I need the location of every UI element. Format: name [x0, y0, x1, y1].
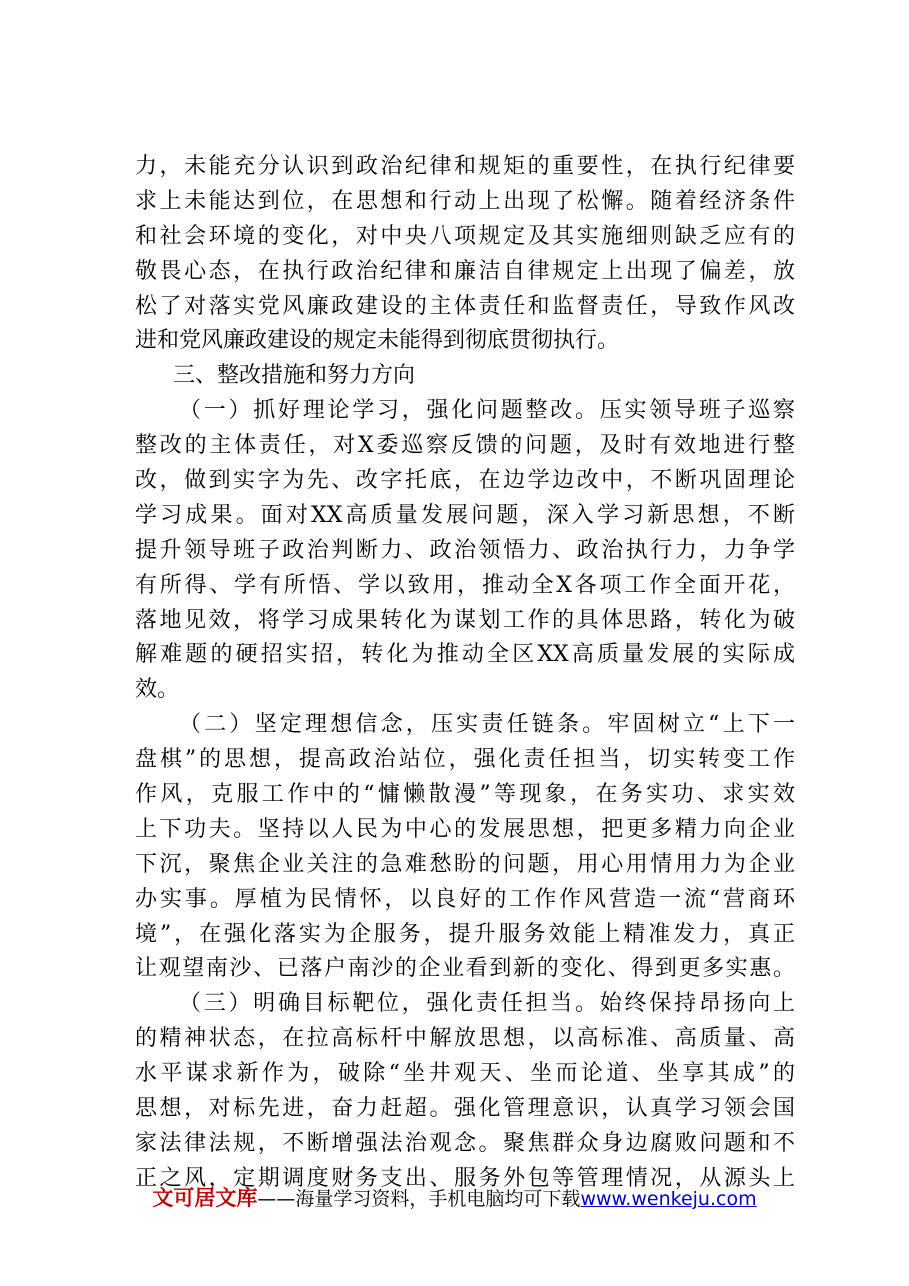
text-line: 盘棋”的思想，提高政治站位，强化责任担当，切实转变工作	[135, 747, 795, 773]
footer-brand: 文可居文库	[152, 1186, 258, 1210]
text-line: 提升领导班子政治判断力、政治领悟力、政治执行力，力争学	[135, 537, 795, 563]
text-line: 有所得、学有所悟、学以致用，推动全X各项工作全面开花，	[135, 572, 795, 598]
footer-tagline: ——海量学习资料，手机电脑均可下载	[257, 1188, 581, 1210]
footer-site-link[interactable]: www.wenkeju.com	[580, 1188, 757, 1210]
text-line: 思想，对标先进，奋力赶超。强化管理意识，认真学习领会国	[135, 1096, 795, 1122]
text-line: 家法律法规，不断增强法治观念。聚焦群众身边腐败问题和不	[135, 1130, 795, 1156]
text-line: 下沉，聚焦企业关注的急难愁盼的问题，用心用情用力为企业	[135, 851, 795, 877]
paragraph-first-line: （三）明确目标靶位，强化责任担当。始终保持昂扬向上	[179, 991, 795, 1017]
paragraph-first-line: （二）坚定理想信念，压实责任链条。牢固树立“上下一	[179, 712, 795, 738]
text-line: 和社会环境的变化，对中央八项规定及其实施细则缺乏应有的	[135, 223, 795, 249]
paragraph-first-line: （一）抓好理论学习，强化问题整改。压实领导班子巡察	[179, 398, 795, 424]
text-line: 求上未能达到位，在思想和行动上出现了松懈。随着经济条件	[135, 188, 795, 214]
footer-banner	[0, 1182, 909, 1212]
text-line: 办实事。厚植为民情怀，以良好的工作作风营造一流“营商环	[135, 886, 795, 912]
text-line: 敬畏心态，在执行政治纪律和廉洁自律规定上出现了偏差，放	[135, 258, 795, 284]
text-line: 让观望南沙、已落户南沙的企业看到新的变化、得到更多实惠。	[135, 956, 795, 982]
text-line: 整改的主体责任，对X委巡察反馈的问题，及时有效地进行整	[135, 433, 795, 459]
text-line: 力，未能充分认识到政治纪律和规矩的重要性，在执行纪律要	[135, 154, 795, 179]
text-line: 进和党风廉政建设的规定未能得到彻底贯彻执行。	[135, 328, 620, 354]
text-line: 水平谋求新作为，破除“坐井观天、坐而论道、坐享其成”的	[135, 1061, 795, 1087]
text-line: 境”，在强化落实为企服务，提升服务效能上精准发力，真正	[135, 921, 795, 947]
text-line: 效。	[135, 677, 180, 703]
text-line: 正之风，定期调度财务支出、服务外包等管理情况，从源头上	[135, 1165, 795, 1191]
document-body	[135, 150, 795, 1197]
text-line: 作风，克服工作中的“慵懒散漫”等现象，在务实功、求实效	[135, 782, 795, 808]
section-heading: 三、整改措施和努力方向	[173, 363, 416, 389]
text-line: 解难题的硬招实招，转化为推动全区XX高质量发展的实际成	[135, 642, 795, 668]
text-line: 学习成果。面对XX高质量发展问题，深入学习新思想，不断	[135, 502, 795, 528]
text-line: 的精神状态，在拉高标杆中解放思想，以高标准、高质量、高	[135, 1026, 795, 1052]
text-line: 改，做到实字为先、改字托底，在边学边改中，不断巩固理论	[135, 468, 795, 494]
text-line: 落地见效，将学习成果转化为谋划工作的具体思路，转化为破	[135, 607, 795, 633]
text-line: 松了对落实党风廉政建设的主体责任和监督责任，导致作风改	[135, 293, 795, 319]
text-line: 上下功夫。坚持以人民为中心的发展思想，把更多精力向企业	[135, 816, 795, 842]
